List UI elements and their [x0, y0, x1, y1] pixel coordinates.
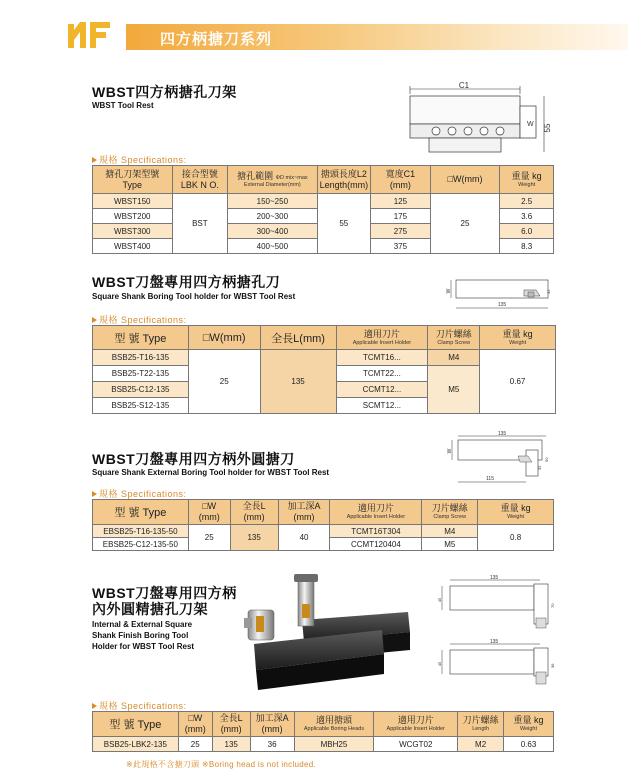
boring-head-note: ※此規格不含搪刀頭 ※Boring head is not included. [126, 760, 317, 769]
table-row: WBST400 400~500 375 8.3 [93, 239, 554, 254]
product-photo [244, 574, 416, 692]
section1-spec-table [92, 165, 554, 254]
table-header-cell: 全長L (mm) [212, 712, 250, 737]
section4-title-cn-line2: 內外圓精搪孔刀架 [92, 601, 208, 617]
merged-length-cell: 135 [230, 525, 278, 551]
table-row: WBST150 BST 150~250 55 125 25 2.5 [93, 194, 554, 209]
drawing-c1-label: C1 [458, 81, 470, 90]
section4-title-en-line3: Holder for WBST Tool Rest [92, 642, 195, 651]
section1-spec-label: 規格 Specifications: [92, 153, 187, 166]
merged-w-cell: 25 [188, 525, 230, 551]
section2-spec-label: 規格 Specifications: [92, 313, 187, 326]
table-header-cell: □W (mm) [178, 712, 212, 737]
drawing-d1-label: 45 [437, 597, 442, 603]
merged-w-cell: 25 [430, 194, 500, 254]
table-row: BSB25-C12-135 CCMT12... [93, 382, 556, 398]
section4-spec-label: 規格 Specifications: [92, 699, 187, 712]
table-row: EBSB25-C12-135-50 CCMT120404 M5 [93, 538, 554, 551]
table-row: EBSB25-T16-135-50 25 135 40 TCMT16T304 M4 0.8 [93, 525, 554, 538]
table-header-cell: 重量 kg Weight [480, 326, 556, 350]
page-header [0, 0, 628, 62]
drawing-w-label: W [447, 448, 453, 454]
drawing-bottom-label: 115 [486, 476, 494, 482]
table-header-cell: 刀片螺絲 Length [458, 712, 504, 737]
table-header-cell: 接合型號 LBK N O. [172, 166, 228, 194]
drawing-h-label: 32 [537, 465, 542, 470]
drawing-a1-label: 70 [550, 603, 555, 608]
table-header-cell: 搪孔刀架型號 Type [93, 166, 173, 194]
table-header-cell: 適用刀片 Applicable Insert Holder [336, 326, 428, 350]
table-row: WBST200 200~300 175 3.6 [93, 209, 554, 224]
merged-length-cell: 55 [317, 194, 371, 254]
section2-title-en: Square Shank Boring Tool holder for WBST Tool Rest [92, 292, 296, 301]
table-row: BSB25-T22-135 TCMT22... M5 [93, 366, 556, 382]
section3-spec-label: 規格 Specifications: [92, 487, 187, 500]
triangle-bullet-icon [92, 317, 97, 323]
external-boring-tool-drawing [448, 430, 556, 488]
table-header-cell: 重量 kg Weight [478, 500, 554, 525]
table-header-cell: 適用刀片 Applicable Insert Holder [374, 712, 458, 737]
triangle-bullet-icon [92, 157, 97, 163]
drawing-top2-label: 135 [489, 639, 499, 645]
screw-m4-cell: M4 [428, 350, 480, 366]
table-header-cell: 加工深A (mm) [250, 712, 294, 737]
drawing-top1-label: 135 [489, 575, 499, 581]
table-header-cell: 型 號 Type [93, 326, 189, 350]
finish-boring-drawing-2 [436, 638, 558, 706]
table-header-cell: 搪孔範圍 ΦD mix~max External Diameter(mm) [228, 166, 317, 194]
table-header-cell: 重量 kg Weight [504, 712, 554, 737]
drawing-w-label: W [446, 288, 452, 294]
drawing-h-label: 55 [543, 123, 552, 133]
table-header-cell: 刀片螺絲 Clamp Screw [422, 500, 478, 525]
section2-spec-table [92, 325, 556, 414]
table-row: WBST300 300~400 275 6.0 [93, 224, 554, 239]
section3-title-en: Square Shank External Boring Tool holder for WBST Tool Rest [92, 468, 330, 477]
table-row: BSB25-S12-135 SCMT12... [93, 398, 556, 414]
drawing-a-label: 50 [544, 457, 549, 462]
drawing-d2-label: 45 [437, 661, 442, 667]
section2-title-cn: WBST刀盤專用四方柄搪孔刀 [92, 274, 281, 290]
section4-title-en-line1: Internal & External Square [92, 620, 193, 629]
table-row: BSB25-T16-135 25 135 TCMT16... M4 0.67 [93, 350, 556, 366]
table-header-cell: 寬度C1 (mm) [371, 166, 431, 194]
page-title: 四方柄搪刀系列 [160, 31, 273, 48]
section4-title-en-line2: Shank Finish Boring Tool [92, 631, 189, 640]
section4-spec-table [92, 711, 554, 752]
tool-rest-drawing [404, 81, 554, 164]
table-header-cell: 全長L (mm) [230, 500, 278, 525]
section4-title-cn-line1: WBST刀盤專用四方柄 [92, 585, 237, 601]
section1-title-en: WBST Tool Rest [92, 101, 154, 110]
merged-lbk-cell: BST [172, 194, 228, 254]
table-header-cell: 全長L(mm) [260, 326, 336, 350]
table-header-cell: □W (mm) [188, 500, 230, 525]
header-banner [126, 24, 628, 50]
drawing-length-label: 135 [497, 302, 507, 308]
table-header-cell: 加工深A (mm) [278, 500, 330, 525]
triangle-bullet-icon [92, 703, 97, 709]
merged-weight-cell: 0.67 [480, 350, 556, 414]
merged-depth-cell: 40 [278, 525, 330, 551]
finish-boring-drawing-1 [436, 574, 558, 642]
drawing-d-label: 32 [546, 289, 551, 294]
table-header-cell: 刀片螺絲 Clamp Screw [428, 326, 480, 350]
section3-spec-table [92, 499, 554, 551]
drawing-a2-label: 36 [550, 663, 555, 668]
merged-weight-cell: 0.8 [478, 525, 554, 551]
triangle-bullet-icon [92, 491, 97, 497]
table-header-cell: 重量 kg Weight [500, 166, 554, 194]
boring-tool-drawing [448, 276, 558, 318]
table-header-cell: 搪頭長度L2 Length(mm) [317, 166, 371, 194]
screw-m5-cell: M5 [428, 366, 480, 414]
section1-title-cn: WBST四方柄搪孔刀架 [92, 84, 237, 100]
drawing-top-label: 135 [497, 431, 507, 437]
merged-length-cell: 135 [260, 350, 336, 414]
table-header-cell: □W(mm) [188, 326, 260, 350]
table-header-cell: 型 號 Type [93, 712, 179, 737]
table-header-cell: 適用搪頭 Applicable Boring Heads [294, 712, 374, 737]
section3-title-cn: WBST刀盤專用四方柄外圓搪刀 [92, 451, 295, 467]
table-header-cell: □W(mm) [430, 166, 500, 194]
table-header-cell: 型 號 Type [93, 500, 189, 525]
merged-w-cell: 25 [188, 350, 260, 414]
table-header-cell: 適用刀片 Applicable Insert Holder [330, 500, 422, 525]
drawing-w-label: W [527, 121, 534, 128]
table-row: BSB25-LBK2-135 25 135 36 MBH25 WCGT02 M2 0.63 [93, 737, 554, 752]
brand-logo-icon [66, 18, 126, 52]
